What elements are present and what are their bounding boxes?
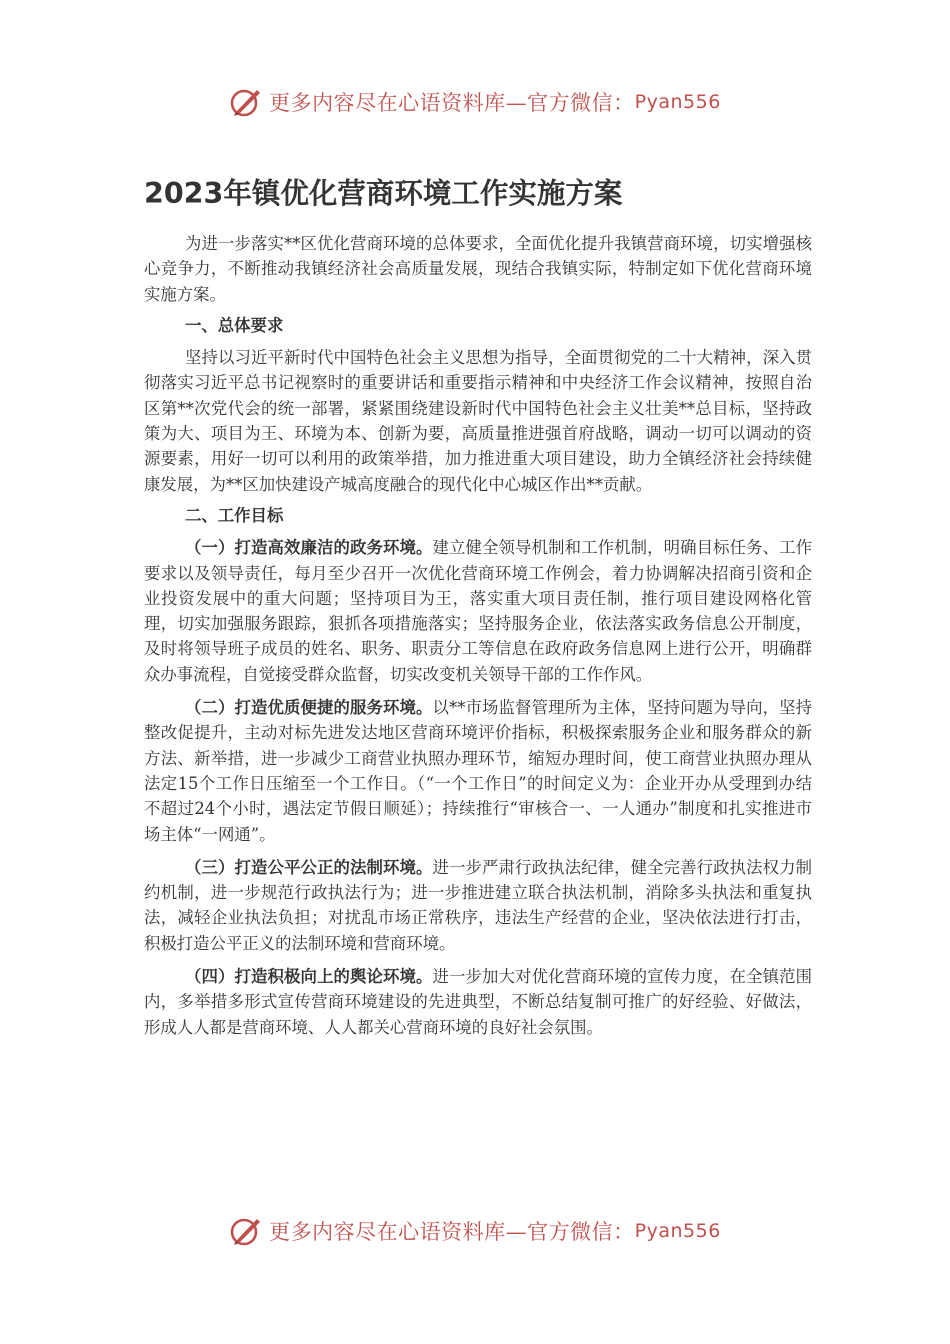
goal-item-4-lead: （四）打造积极向上的舆论环境。 <box>185 967 433 987</box>
goal-item-4-body: 进一步加大对优化营商环境的宣传力度，在全镇范围内，多举措多形式宣传营商环境建设的先进典型，不断总结复制可推广的好经验、好做法，形成人人都是营商环境、人人都关心营商环境的良好社会氛围。 <box>144 967 813 1037</box>
pen-logo-icon <box>229 1214 263 1248</box>
goal-item-1-lead: （一）打造高效廉洁的政务环境。 <box>185 538 433 558</box>
pen-logo-icon <box>229 85 263 119</box>
goal-item-4 <box>144 964 812 1040</box>
goal-item-3-body: 进一步严肃行政执法纪律，健全完善行政执法权力制约机制，进一步规范行政执法行为；进一步推进建立联合执法机制，消除多头执法和重复执法，减轻企业执法负担；对扰乱市场正常秩序，违法生产经营的企业，坚决依法进行打击，积极打造公平正义的法制环境和营商环境。 <box>144 857 813 953</box>
document-title: 2023年镇优化营商环境工作实施方案 <box>144 177 623 210</box>
goal-item-2-body: 以**市场监督管理所为主体，坚持问题为导向，坚持整改促提升，主动对标先进发达地区营商环境评价指标，积极探索服务企业和服务群众的新方法、新举措，进一步减少工商营业执照办理环节，缩短办理时间，使工商营业执照办理从法定15个工作日压缩至一个工作日。（“一个工作日”的时间定义为：企业开办从受理到办结不超过24个小时，遇法定节假日顺延）；持续推行“审核合一、一人通办”制度和扎实推进市场主体“一网通”。 <box>144 698 813 844</box>
watermark-text: 更多内容尽在心语资料库—官方微信： <box>269 1220 635 1244</box>
footer-watermark-banner <box>0 1211 950 1251</box>
document-body <box>144 231 812 1040</box>
wechat-id: Pyan556 <box>634 1220 721 1242</box>
goal-item-1 <box>144 535 812 687</box>
header-watermark-banner <box>0 82 950 122</box>
goal-item-3 <box>144 855 812 956</box>
goal-item-2-lead: （二）打造优质便捷的服务环境。 <box>185 698 433 718</box>
goal-item-3-lead: （三）打造公平公正的法制环境。 <box>185 857 433 877</box>
goal-item-1-body: 建立健全领导机制和工作机制，明确目标任务、工作要求以及领导责任，每月至少召开一次优化营商环境工作例会，着力协调解决招商引资和企业投资发展中的重大问题；坚持项目为王，落实重大项目责任制，推行项目建设网格化管理，切实加强服务跟踪，狠抓各项措施落实；坚持服务企业，依法落实政务信息公开制度，及时将领导班子成员的姓名、职务、职责分工等信息在政府政务信息网上进行公开，明确群众办事流程，自觉接受群众监督，切实改变机关领导干部的工作作风。 <box>144 538 813 684</box>
watermark-text: 更多内容尽在心语资料库—官方微信： <box>269 91 635 115</box>
section-heading-work-goals: 二、工作目标 <box>185 505 284 525</box>
goal-item-2 <box>144 695 812 847</box>
general-requirements-paragraph: 坚持以习近平新时代中国特色社会主义思想为指导，全面贯彻党的二十大精神，深入贯彻落实习近平总书记视察时的重要讲话和重要指示精神和中央经济工作会议精神，按照自治区第**次党代会的统一部署，紧紧围绕建设新时代中国特色社会主义壮美**总目标，坚持政策为大、项目为王、环境为本、创新为要，高质量推进强首府战略，调动一切可以调动的资源要素，用好一切可以利用的政策举措，加力推进重大项目建设，助力全镇经济社会持续健康发展，为**区加快建设产城高度融合的现代化中心城区作出**贡献。 <box>144 348 812 494</box>
section-heading-general-requirements: 一、总体要求 <box>185 315 284 335</box>
intro-paragraph: 为进一步落实**区优化营商环境的总体要求，全面优化提升我镇营商环境，切实增强核心竞争力，不断推动我镇经济社会高质量发展，现结合我镇实际，特制定如下优化营商环境实施方案。 <box>144 234 812 304</box>
wechat-id: Pyan556 <box>634 91 721 113</box>
